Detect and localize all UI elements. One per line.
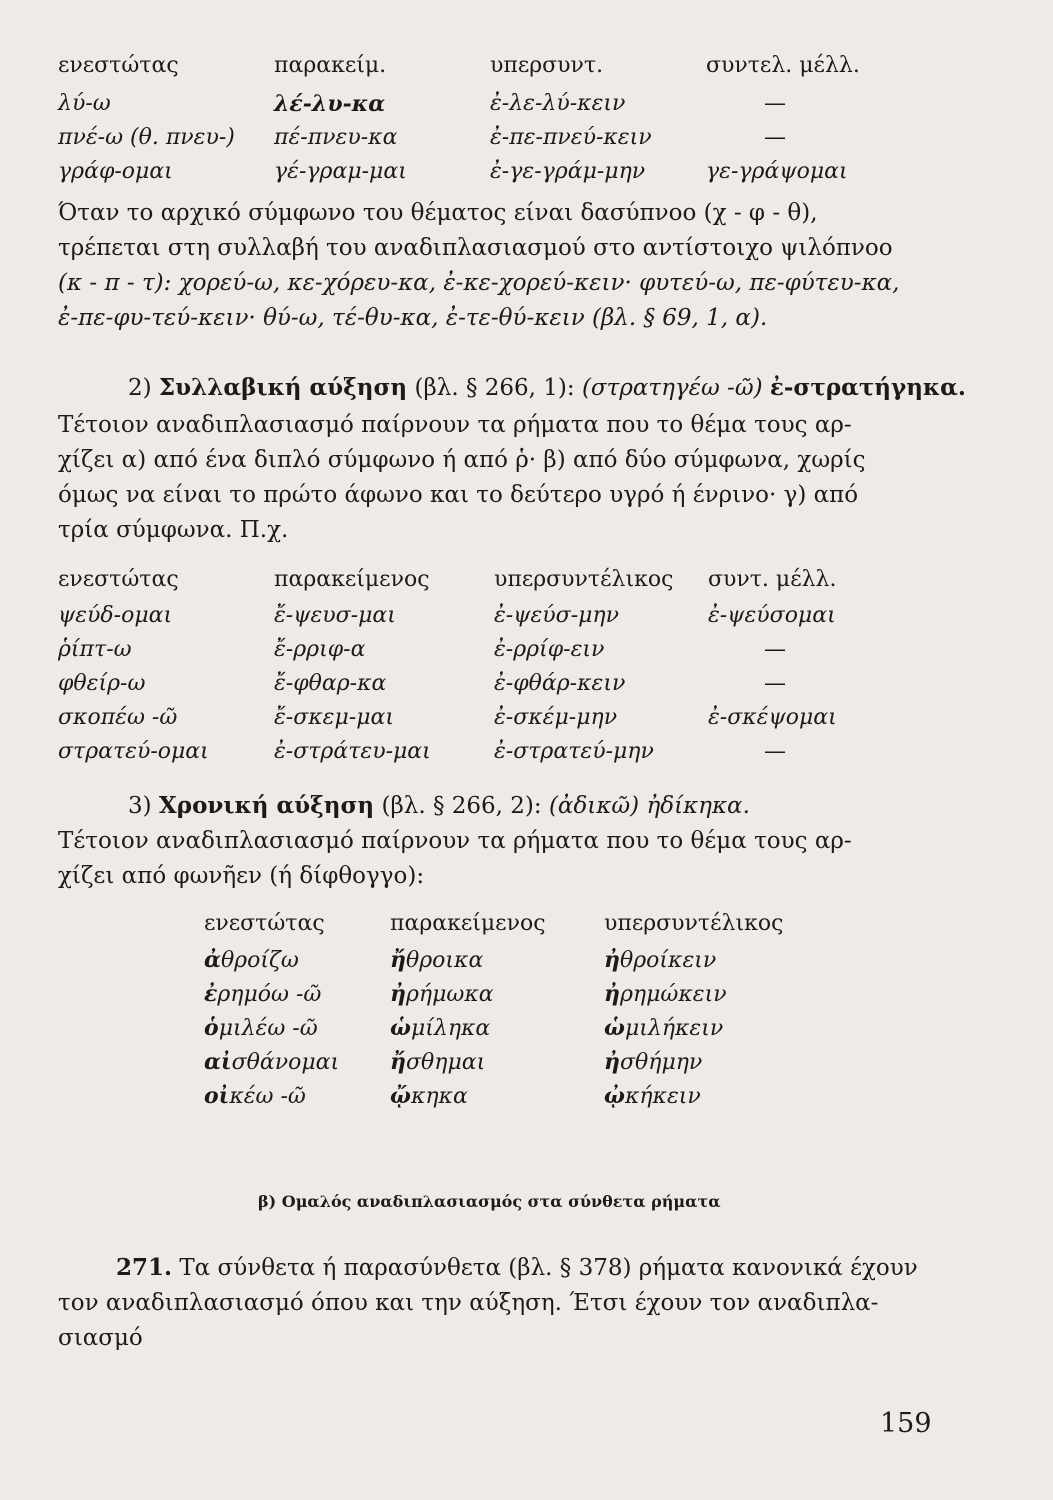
paragraph-number: 271. (116, 1254, 173, 1281)
paragraph-line: όμως να είναι το πρώτο άφωνο και το δεύτερο υγρό ή ένρινο· γ) από (58, 482, 859, 508)
section-heading-temporal-augment (128, 790, 750, 822)
table-row (0, 90, 1053, 122)
cell-present: φθείρ-ω (58, 671, 146, 696)
col-header-perfect: παρακείμ. (274, 53, 387, 78)
paragraph-temporal-rule (58, 824, 938, 894)
paragraph-line: Τέτοιον αναδιπλασιασμό παίρνουν τα ρήματα που το θέμα τους αρ- (58, 412, 852, 438)
section-reference: (βλ. § 266, 1): (414, 375, 575, 401)
table-row (0, 602, 1053, 634)
paragraph-line: Τέτοιον αναδιπλασιασμό παίρνουν τα ρήματα που το θέμα τους αρ- (58, 828, 852, 854)
section-result: ἐ-στρατήγηκα. (769, 374, 966, 401)
paragraph-line: 271. Τα σύνθετα ή παρασύνθετα (βλ. § 378) ρήματα κανονικά έχουν (116, 1254, 918, 1281)
cell-perfect: ἔ-σκεμ-μαι (274, 705, 395, 730)
col-header-perfect: παρακείμενος (390, 911, 546, 936)
cell-future-perfect: ἐ-ψεύσομαι (708, 603, 836, 628)
paragraph-line: τρέπεται στη συλλαβή του αναδιπλασιασμού στο αντίστοιχο ψιλόπνοο (58, 235, 893, 261)
table-header-row (0, 52, 1053, 84)
cell-perfect: πέ-πνευ-κα (274, 125, 398, 150)
table-header-row (0, 566, 1053, 598)
cell-present: γράφ-ομαι (58, 159, 173, 184)
cell-perfect: ᾤκηκα (390, 1083, 468, 1109)
paragraph-line: τρία σύμφωνα. Π.χ. (58, 517, 289, 543)
cell-present: οἰκέω -ῶ (204, 1083, 306, 1109)
table-row (0, 1048, 1053, 1080)
col-header-pluperfect: υπερσυντ. (490, 53, 604, 78)
cell-future-perfect: — (764, 125, 786, 150)
cell-perfect: ἠρήμωκα (390, 981, 494, 1007)
page-number: 159 (880, 1408, 932, 1439)
table-row (0, 980, 1053, 1012)
cell-perfect: ἤσθημαι (390, 1049, 486, 1075)
section-title: Χρονική αύξηση (158, 792, 375, 819)
cell-present: σκοπέω -ῶ (58, 705, 178, 730)
table-row (0, 704, 1053, 736)
cell-present: ἐρημόω -ῶ (204, 981, 322, 1007)
cell-present: στρατεύ-ομαι (58, 739, 209, 764)
paragraph-line: Όταν το αρχικό σύμφωνο του θέματος είναι δασύπνοο (χ - φ - θ), (58, 200, 818, 226)
cell-perfect: λέ-λυ-κα (274, 91, 386, 117)
table-row (0, 738, 1053, 770)
paragraph-line: ἐ-πε-φυ-τεύ-κειν· θύ-ω, τέ-θυ-κα, ἐ-τε-θύ-κειν (βλ. § 69, 1, α). (58, 305, 768, 331)
table-row (0, 636, 1053, 668)
cell-pluperfect: ἐ-ρρίφ-ειν (494, 637, 605, 662)
cell-pluperfect: ἠθροίκειν (604, 947, 717, 973)
section-reference: (βλ. § 266, 2): (381, 793, 542, 819)
cell-present: αἰσθάνομαι (204, 1049, 340, 1075)
section-number: 3) (128, 793, 152, 819)
col-header-present: ενεστώτας (58, 53, 179, 78)
paragraph-line: χίζει από φωνῆεν (ή δίφθογγο): (58, 863, 425, 889)
table-row (0, 1014, 1053, 1046)
cell-perfect: ἔ-φθαρ-κα (274, 671, 387, 696)
cell-perfect: ἐ-στράτευ-μαι (274, 739, 431, 764)
col-header-present: ενεστώτας (58, 567, 179, 592)
cell-pluperfect: ἐ-στρατεύ-μην (494, 739, 654, 764)
cell-pluperfect: ἠσθήμην (604, 1049, 703, 1075)
table-row (0, 124, 1053, 156)
cell-perfect: ὡμίληκα (390, 1015, 491, 1041)
col-header-perfect: παρακείμενος (274, 567, 430, 592)
col-header-future-perfect: συντ. μέλλ. (708, 567, 837, 592)
paragraph-line: σιασμό (58, 1325, 143, 1351)
table-row (0, 670, 1053, 702)
col-header-pluperfect: υπερσυντέλικος (494, 567, 674, 592)
paragraph-line: τον αναδιπλασιασμό όπου και την αύξηση. Έτσι έχουν τον αναδιπλα- (58, 1290, 879, 1316)
cell-pluperfect: ἐ-ψεύσ-μην (494, 603, 619, 628)
cell-pluperfect: ἐ-λε-λύ-κειν (490, 91, 626, 116)
cell-perfect: ἔ-ψευσ-μαι (274, 603, 396, 628)
section-title: Συλλαβική αύξηση (158, 374, 408, 401)
cell-pluperfect: ἐ-γε-γράμ-μην (490, 159, 646, 184)
table-row (0, 158, 1053, 190)
paragraph-syllabic-rule (58, 408, 938, 548)
cell-pluperfect: ἠρημώκειν (604, 981, 727, 1007)
subsection-heading: β) Ομαλός αναδιπλασιασμός στα σύνθετα ρήματα (258, 1192, 721, 1211)
table-row (0, 946, 1053, 978)
cell-present: λύ-ω (58, 91, 111, 116)
col-header-future-perfect: συντελ. μέλλ. (706, 53, 860, 78)
cell-present: ὁμιλέω -ῶ (204, 1015, 318, 1041)
cell-perfect: ἔ-ρριφ-α (274, 637, 366, 662)
cell-pluperfect: ἐ-πε-πνεύ-κειν (490, 125, 652, 150)
cell-pluperfect: ἐ-σκέμ-μην (494, 705, 618, 730)
table-header-row (0, 910, 1053, 942)
cell-perfect: γέ-γραμ-μαι (274, 159, 407, 184)
paragraph-line: χίζει α) από ένα διπλό σύμφωνο ή από ῥ· β) από δύο σύμφωνα, χωρίς (58, 447, 866, 473)
cell-future-perfect: γε-γράψομαι (706, 159, 848, 184)
paragraph-line: (κ - π - τ): χορεύ-ω, κε-χόρευ-κα, ἐ-κε-χορεύ-κειν· φυτεύ-ω, πε-φύτευ-κα, (58, 270, 900, 296)
cell-future-perfect: — (764, 739, 786, 764)
cell-pluperfect: ὡμιλήκειν (604, 1015, 724, 1041)
cell-future-perfect: — (764, 637, 786, 662)
cell-present: ῥίπτ-ω (58, 637, 132, 662)
cell-future-perfect: ἐ-σκέψομαι (708, 705, 837, 730)
table-row (0, 1082, 1053, 1114)
cell-future-perfect: — (764, 671, 786, 696)
cell-pluperfect: ᾠκήκειν (604, 1083, 701, 1109)
cell-perfect: ἤθροικα (390, 947, 484, 973)
section-example: (ἀδικῶ) ἠδίκηκα. (548, 793, 750, 819)
cell-present: ἀθροίζω (204, 947, 299, 973)
section-number: 2) (128, 375, 152, 401)
col-header-present: ενεστώτας (204, 911, 325, 936)
cell-future-perfect: — (764, 91, 786, 116)
paragraph-271 (58, 1250, 938, 1356)
cell-pluperfect: ἐ-φθάρ-κειν (494, 671, 626, 696)
col-header-pluperfect: υπερσυντέλικος (604, 911, 784, 936)
section-example: (στρατηγέω -ῶ) (581, 375, 763, 401)
cell-present: ψεύδ-ομαι (58, 603, 173, 628)
paragraph-aspirate-rule (58, 196, 938, 336)
section-heading-syllabic-augment (128, 372, 966, 404)
cell-present: πνέ-ω (θ. πνευ-) (58, 125, 235, 150)
